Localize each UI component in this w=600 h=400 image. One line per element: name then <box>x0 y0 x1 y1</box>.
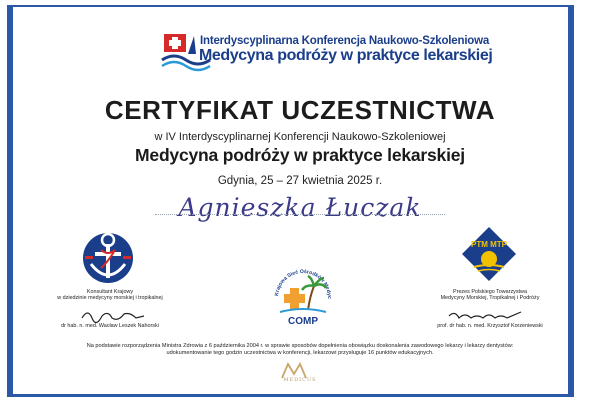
ptm-society-logo-icon <box>460 225 518 285</box>
comp-logo-text: COMP <box>288 316 318 327</box>
footer-legal-text <box>70 343 530 357</box>
left-signatory-name: dr hab. n. med. Wacław Leszek Nahorski <box>61 323 159 329</box>
left-role-line-2: w dziedzinie medycyny morskiej i tropikalnej <box>57 295 163 302</box>
conference-organizer-line: Interdyscyplinarna Konferencja Naukowo-Szkoleniowa <box>200 35 490 47</box>
right-signatory-name: prof. dr hab. n. med. Krzysztof Korzeniewski <box>437 323 543 329</box>
left-signatory-role <box>50 289 170 302</box>
name-underline <box>155 214 445 215</box>
conference-name-header: Medycyna podróży w praktyce lekarskiej <box>199 47 493 64</box>
participant-name: Agnieszka Łuczak <box>178 193 422 222</box>
conference-name: Medycyna podróży w praktyce lekarskiej <box>135 145 465 165</box>
left-signature-icon <box>78 306 148 324</box>
footer-line-2: udokumentowanie tego godzin uczestnictwa w konferencji, lekarzowi przysługuje 16 punktów edukacyjnych. <box>166 350 434 356</box>
footer-logo-text: MEDICUS <box>283 377 317 383</box>
left-role-line-1: Konsultant Krajowy <box>86 289 134 295</box>
comp-ring-text: Krajowa Sieć Ośrodków Medyc <box>274 268 333 299</box>
anchor-caduceus-logo-icon <box>77 230 139 286</box>
certificate-title: CERTYFIKAT UCZESTNICTWA <box>104 95 496 125</box>
ptm-logo-text: PTM MTP <box>471 240 507 249</box>
comp-network-logo-icon <box>268 258 338 330</box>
conference-edition-line: w IV Interdyscyplinarnej Konferencji Naukowo-Szkoleniowej <box>154 131 446 143</box>
right-signatory-role <box>430 289 550 302</box>
right-role-line-1: Prezes Polskiego Towarzystwa <box>453 289 527 295</box>
right-role-line-2: Medycyny Morskiej, Tropikalnej i Podróży <box>440 295 540 302</box>
right-signature-icon <box>445 306 525 324</box>
footer-line-1: Na podstawie rozporządzenia Ministra Zdrowia z 6 października 2004 r. w sprawie sposobów dopełnienia obowiązku doskonalenia zawodowego lekarzy i lekarzy dentystów: <box>86 343 514 349</box>
date-place: Gdynia, 25 – 27 kwietnia 2025 r. <box>217 175 383 187</box>
